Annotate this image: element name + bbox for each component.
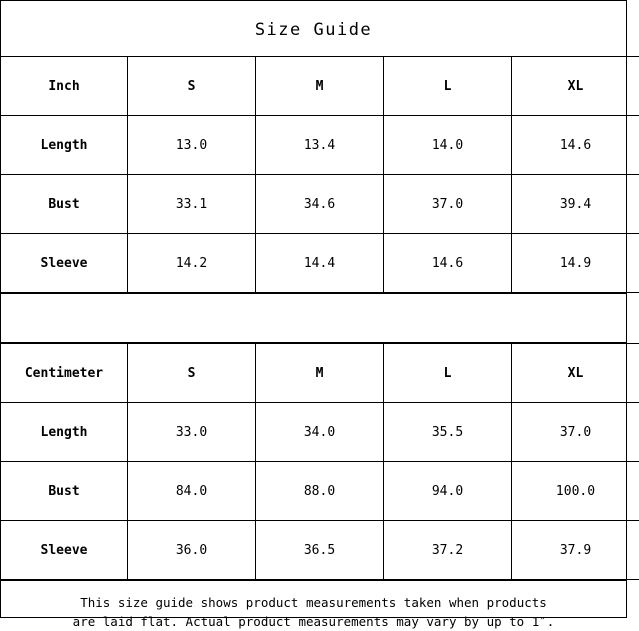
table-header-row bbox=[1, 344, 639, 403]
cell-bust-xl: 100.0 bbox=[512, 462, 639, 521]
column-header-l: L bbox=[384, 344, 512, 403]
page-title: Size Guide bbox=[1, 1, 626, 56]
cell-bust-m: 34.6 bbox=[256, 175, 384, 234]
column-header-xl: XL bbox=[512, 57, 639, 116]
row-header-bust: Bust bbox=[1, 175, 128, 234]
cell-length-s: 33.0 bbox=[128, 403, 256, 462]
footnote-line-2: are laid flat. Actual product measurements may vary by up to 1″. bbox=[23, 612, 604, 631]
size-table-centimeter bbox=[1, 343, 639, 580]
cell-length-l: 14.0 bbox=[384, 116, 512, 175]
table-row bbox=[1, 462, 639, 521]
cell-length-s: 13.0 bbox=[128, 116, 256, 175]
table-header-row bbox=[1, 57, 639, 116]
cell-sleeve-l: 14.6 bbox=[384, 234, 512, 293]
cell-sleeve-s: 14.2 bbox=[128, 234, 256, 293]
cell-length-xl: 14.6 bbox=[512, 116, 639, 175]
table-row bbox=[1, 175, 639, 234]
unit-header-inch: Inch bbox=[1, 57, 128, 116]
size-table-inch bbox=[1, 56, 639, 293]
cell-sleeve-xl: 14.9 bbox=[512, 234, 639, 293]
column-header-l: L bbox=[384, 57, 512, 116]
cell-bust-s: 33.1 bbox=[128, 175, 256, 234]
cell-bust-m: 88.0 bbox=[256, 462, 384, 521]
cell-bust-s: 84.0 bbox=[128, 462, 256, 521]
cell-sleeve-xl: 37.9 bbox=[512, 521, 639, 580]
table-row bbox=[1, 521, 639, 580]
cell-length-xl: 37.0 bbox=[512, 403, 639, 462]
table-row bbox=[1, 403, 639, 462]
cell-length-m: 13.4 bbox=[256, 116, 384, 175]
cell-sleeve-m: 14.4 bbox=[256, 234, 384, 293]
table-separator bbox=[1, 293, 626, 343]
row-header-sleeve: Sleeve bbox=[1, 234, 128, 293]
cell-sleeve-s: 36.0 bbox=[128, 521, 256, 580]
footnote-line-1: This size guide shows product measurements taken when products bbox=[23, 593, 604, 612]
row-header-length: Length bbox=[1, 116, 128, 175]
cell-sleeve-l: 37.2 bbox=[384, 521, 512, 580]
table-row bbox=[1, 116, 639, 175]
column-header-s: S bbox=[128, 57, 256, 116]
unit-header-centimeter: Centimeter bbox=[1, 344, 128, 403]
column-header-m: M bbox=[256, 344, 384, 403]
footnote bbox=[1, 580, 626, 631]
row-header-length: Length bbox=[1, 403, 128, 462]
row-header-sleeve: Sleeve bbox=[1, 521, 128, 580]
table-row bbox=[1, 234, 639, 293]
cell-bust-xl: 39.4 bbox=[512, 175, 639, 234]
column-header-s: S bbox=[128, 344, 256, 403]
column-header-xl: XL bbox=[512, 344, 639, 403]
row-header-bust: Bust bbox=[1, 462, 128, 521]
cell-sleeve-m: 36.5 bbox=[256, 521, 384, 580]
cell-length-m: 34.0 bbox=[256, 403, 384, 462]
cell-bust-l: 37.0 bbox=[384, 175, 512, 234]
cell-length-l: 35.5 bbox=[384, 403, 512, 462]
column-header-m: M bbox=[256, 57, 384, 116]
cell-bust-l: 94.0 bbox=[384, 462, 512, 521]
